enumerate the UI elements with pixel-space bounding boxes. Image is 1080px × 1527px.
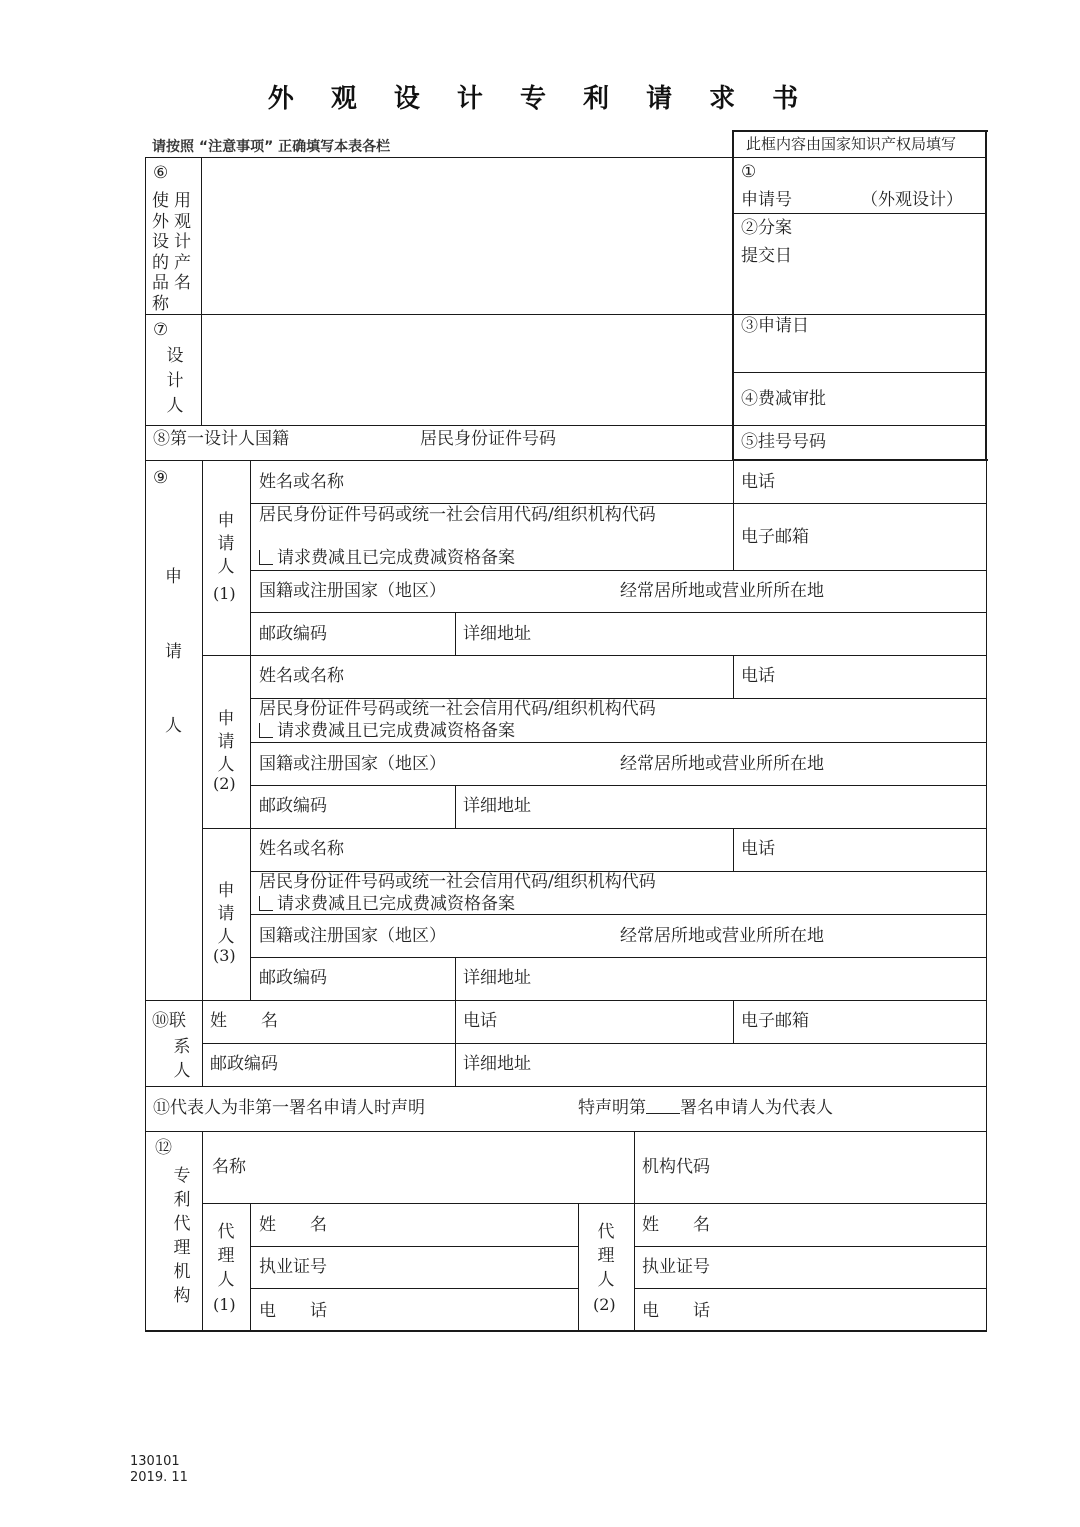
applicant-2-label: 申请人 (217, 709, 235, 775)
applicant-1-fee-reduction[interactable] (259, 548, 515, 568)
sec6-label (152, 191, 196, 315)
representative-declaration (578, 1098, 833, 1118)
submission-date-label: 提交日 (741, 246, 792, 266)
sec6-label-col-left: 使外设的品称 (152, 191, 169, 314)
agent-1-label: 代理人 (217, 1222, 235, 1290)
declaration-suffix: 署名申请人为代表人 (680, 1098, 833, 1118)
agency-label: 专利代理机构 (173, 1166, 191, 1306)
agent-2-label: 代理人 (597, 1222, 615, 1290)
applicant-2-postcode-label: 邮政编码 (259, 796, 327, 816)
applicant-2-address-label: 详细地址 (463, 796, 531, 816)
contact-address-label: 详细地址 (463, 1054, 531, 1074)
agent-1-license-label: 执业证号 (259, 1257, 327, 1277)
applicant-3-fee-label: 请求费减且已完成费减资格备案 (277, 894, 515, 914)
designer-label: 设计人 (166, 346, 184, 416)
design-note: （外观设计） (861, 190, 963, 210)
applicant-2-index: (2) (213, 774, 236, 793)
applicant-3-fee-reduction[interactable] (259, 894, 515, 914)
applicant-2-residence-label: 经常居所地或营业所所在地 (620, 754, 824, 774)
applicant-vertical-char-3: 人 (165, 716, 182, 736)
applicant-2-fee-label: 请求费减且已完成费减资格备案 (277, 721, 515, 741)
sec6-number: ⑥ (153, 163, 169, 183)
agency-name-label: 名称 (212, 1157, 246, 1177)
divisional-label: ②分案 (741, 218, 792, 238)
agent-2-index: (2) (593, 1295, 616, 1314)
agent-1-phone-label: 电 话 (259, 1301, 327, 1321)
contact-phone-label: 电话 (463, 1011, 497, 1031)
applicant-2-fee-reduction[interactable] (259, 721, 515, 741)
contact-postcode-label: 邮政编码 (210, 1054, 278, 1074)
first-designer-nationality-label: ⑧第一设计人国籍 (153, 429, 289, 449)
applicant-3-name-label: 姓名或名称 (259, 839, 344, 859)
form-code: 130101 (130, 1454, 180, 1469)
applicant-3-phone-label: 电话 (741, 839, 775, 859)
agent-1-index: (1) (213, 1295, 236, 1314)
agent-2-name-label: 姓 名 (642, 1215, 710, 1235)
applicant-3-index: (3) (213, 946, 236, 965)
f1-number: ① (741, 162, 757, 182)
designer-id-number-label: 居民身份证件号码 (420, 429, 556, 449)
form-version-date: 2019. 11 (130, 1470, 188, 1485)
applicant-1-email-label: 电子邮箱 (741, 527, 809, 547)
application-number-label: 申请号 (741, 190, 792, 210)
form-title: 外 观 设 计 专 利 请 求 书 (267, 84, 813, 114)
applicant-1-index: (1) (213, 584, 236, 603)
applicant-2-id-label: 居民身份证件号码或统一社会信用代码/组织机构代码 (259, 699, 656, 719)
sec6-label-col-right: 用观计产名 (174, 191, 191, 293)
applicant-2-phone-label: 电话 (741, 666, 775, 686)
registered-mail-number-label: ⑤挂号号码 (741, 432, 826, 452)
applicant-3-country-label: 国籍或注册国家（地区） (259, 926, 446, 946)
applicant-3-residence-label: 经常居所地或营业所所在地 (620, 926, 824, 946)
product-name-field[interactable] (202, 158, 732, 314)
applicant-1-name-label: 姓名或名称 (259, 472, 344, 492)
applicant-3-id-label: 居民身份证件号码或统一社会信用代码/组织机构代码 (259, 872, 656, 892)
applicant-1-address-label: 详细地址 (463, 624, 531, 644)
applicant-1-fee-label: 请求费减且已完成费减资格备案 (277, 548, 515, 568)
applicant-2-country-label: 国籍或注册国家（地区） (259, 754, 446, 774)
designer-field[interactable] (202, 315, 732, 425)
instruction-text: 请按照 “注意事项” 正确填写本表各栏 (152, 139, 391, 155)
agent-1-name-label: 姓 名 (259, 1215, 327, 1235)
agent-2-license-label: 执业证号 (642, 1257, 710, 1277)
sec12-number: ⑫ (155, 1138, 172, 1158)
representative-order-blank[interactable] (646, 1098, 680, 1114)
declaration-prefix: 特声明第 (578, 1098, 646, 1118)
applicant-1-postcode-label: 邮政编码 (259, 624, 327, 644)
fee-reduction-checkbox[interactable] (259, 723, 273, 738)
agency-org-code-label: 机构代码 (642, 1157, 710, 1177)
contact-email-label: 电子邮箱 (741, 1011, 809, 1031)
applicant-vertical-char-1: 申 (165, 567, 182, 587)
fee-reduction-checkbox[interactable] (259, 896, 273, 911)
applicant-3-postcode-label: 邮政编码 (259, 968, 327, 988)
applicant-3-address-label: 详细地址 (463, 968, 531, 988)
sec7-number: ⑦ (153, 320, 169, 340)
applicant-1-residence-label: 经常居所地或营业所所在地 (620, 581, 824, 601)
applicant-3-label: 申请人 (217, 881, 235, 947)
representative-statement: ⑪代表人为非第一署名申请人时声明 (153, 1098, 425, 1118)
contact-name-label: 姓 名 (210, 1011, 278, 1031)
applicant-1-label: 申请人 (217, 511, 235, 577)
filing-date-label: ③申请日 (741, 316, 809, 336)
sec9-number: ⑨ (153, 468, 169, 488)
applicant-1-country-label: 国籍或注册国家（地区） (259, 581, 446, 601)
contact-label-head: ⑩联 (152, 1011, 186, 1031)
applicant-2-name-label: 姓名或名称 (259, 666, 344, 686)
applicant-vertical-char-2: 请 (165, 642, 182, 662)
fee-reduction-checkbox[interactable] (259, 550, 273, 565)
form-footer (130, 1454, 188, 1486)
applicant-1-id-label: 居民身份证件号码或统一社会信用代码/组织机构代码 (259, 505, 656, 525)
applicant-1-phone-label: 电话 (741, 472, 775, 492)
contact-label-rest: 系人 (173, 1037, 191, 1081)
agent-2-phone-label: 电 话 (642, 1301, 710, 1321)
fee-reduction-approval-label: ④费减审批 (741, 389, 826, 409)
office-box-heading: 此框内容由国家知识产权局填写 (746, 135, 957, 153)
